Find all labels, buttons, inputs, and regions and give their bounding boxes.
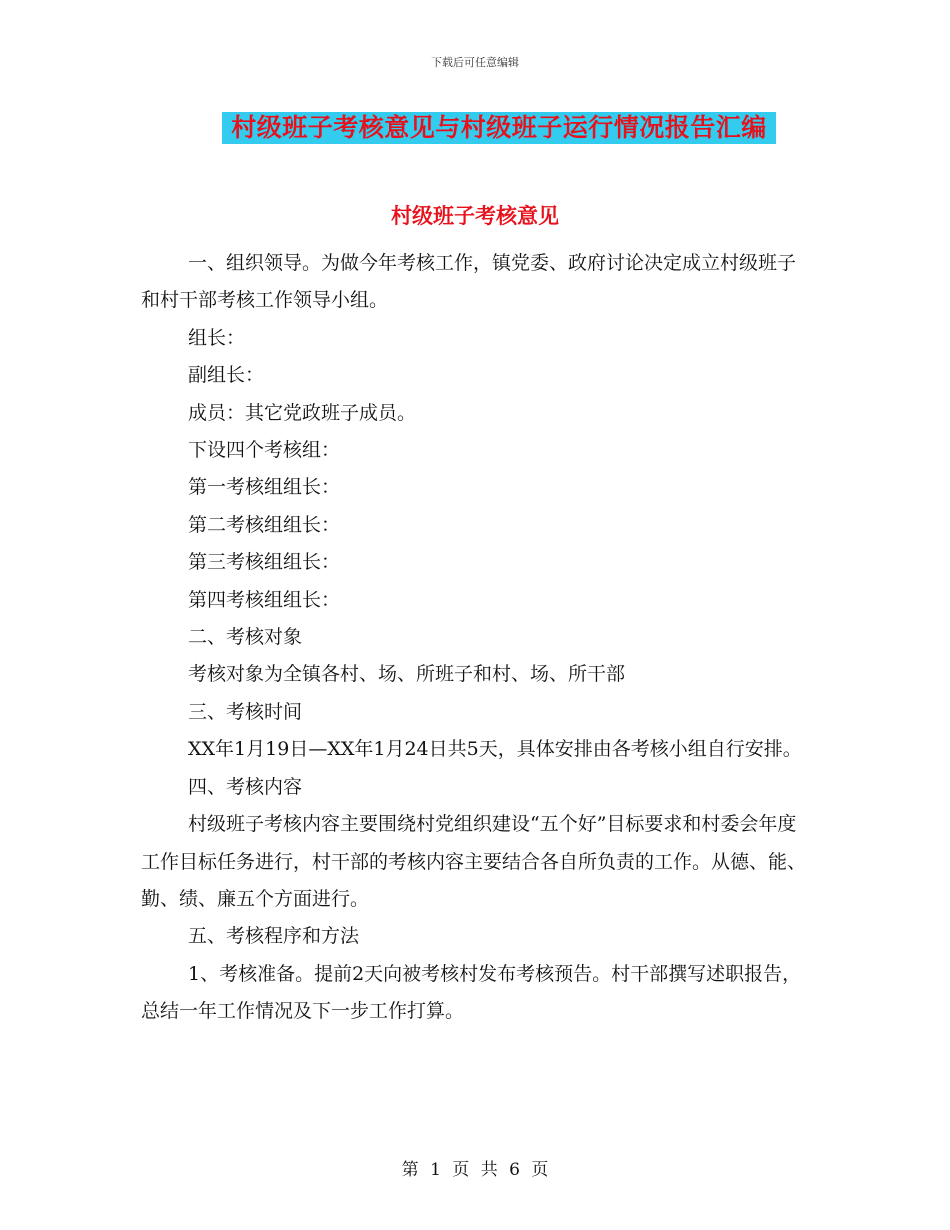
- section-title: 村级班子考核意见: [391, 204, 559, 228]
- paragraph: 下设四个考核组：: [188, 439, 341, 462]
- paragraph: 副组长：: [188, 364, 265, 387]
- paragraph: 村级班子考核内容主要围绕村党组织建设“五个好”目标要求和村委会年度工作目标任务进行，村干部的考核内容主要结合各自所负责的工作。从德、能、勤、绩、廉五个方面进行。: [141, 813, 807, 910]
- paragraph: 四、考核内容: [188, 775, 303, 798]
- paragraph: 1、考核准备。提前2天向被考核村发布考核预告。村干部撰写述职报告，总结一年工作情况及下一步工作打算。: [141, 962, 802, 1023]
- paragraph: 二、考核对象: [188, 626, 303, 649]
- document-title: 村级班子考核意见与村级班子运行情况报告汇编: [222, 112, 776, 144]
- paragraph: 第一考核组组长：: [188, 476, 341, 499]
- header-note: 下载后可任意编辑: [431, 56, 519, 69]
- paragraph: 第三考核组组长：: [188, 551, 341, 574]
- page-footer: 第 1 页 共 6 页: [401, 1160, 549, 1180]
- paragraph: XX年1月19日—XX年1月24日共5天，具体安排由各考核小组自行安排。: [188, 738, 802, 761]
- paragraph: 成员：其它党政班子成员。: [188, 401, 417, 424]
- paragraph: 五、考核程序和方法: [188, 925, 360, 948]
- body-text: [141, 245, 809, 1031]
- paragraph: 一、组织领导。为做今年考核工作，镇党委、政府讨论决定成立村级班子和村干部考核工作领导小组。: [141, 252, 797, 312]
- paragraph: 组长：: [188, 326, 246, 349]
- paragraph: 三、考核时间: [188, 700, 303, 723]
- paragraph: 第二考核组组长：: [188, 513, 341, 536]
- paragraph: 第四考核组组长：: [188, 588, 341, 611]
- paragraph: 考核对象为全镇各村、场、所班子和村、场、所干部: [188, 663, 626, 686]
